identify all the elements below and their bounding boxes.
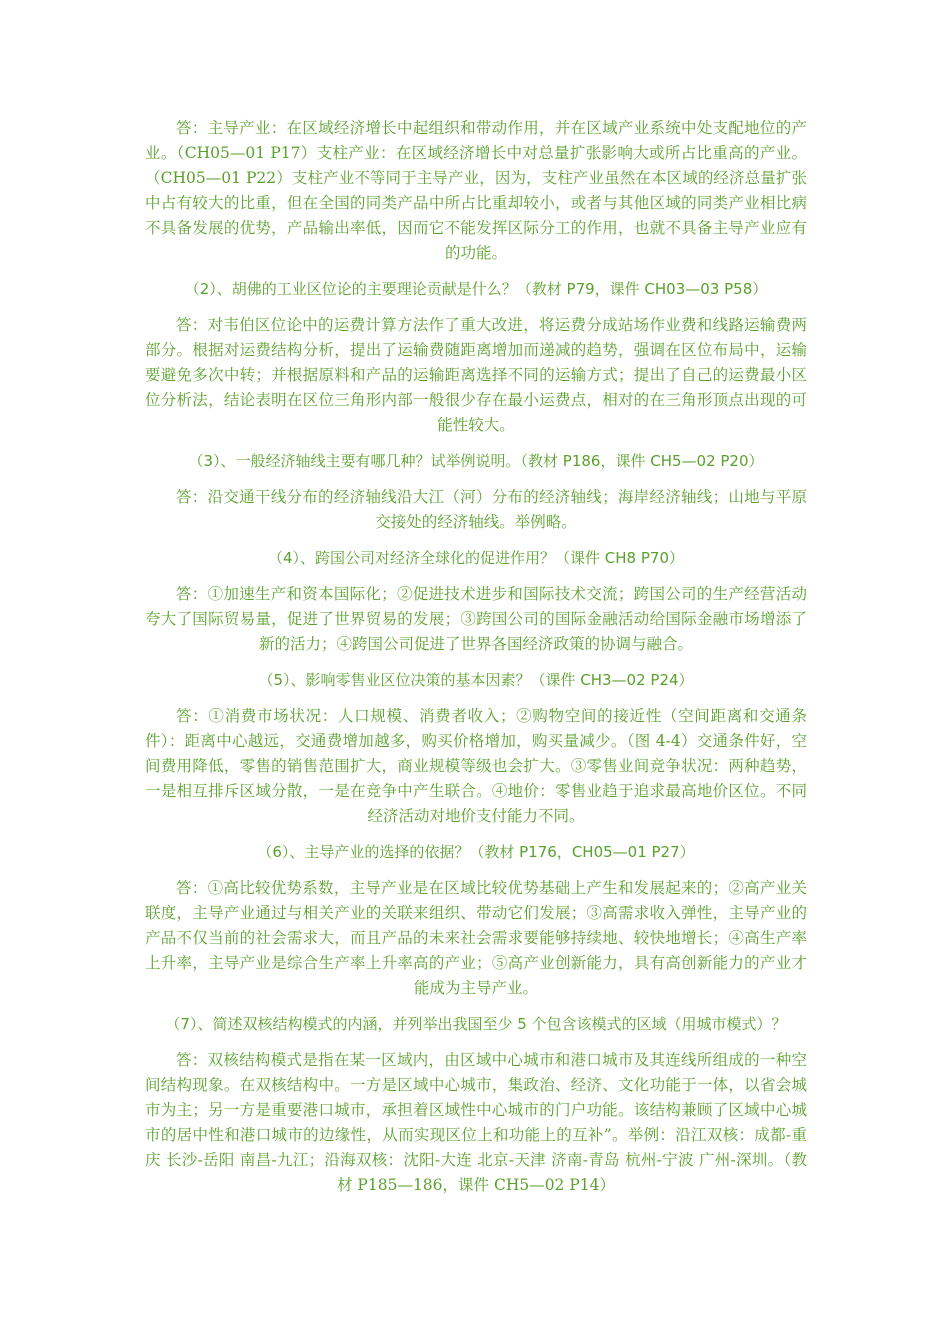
question-6-heading: （6）、主导产业的选择的依据？（教材 P176，CH05—01 P27）: [257, 843, 695, 861]
answer-5-paragraph: 答：①消费市场状况：人口规模、消费者收入；②购物空间的接近性（空间距离和交通条件）：距离中心越远，交通费增加越多，购买价格增加，购买量减少。（图 4-4）交通条件好，空间费用降低，零售的销售范围扩大，商业规模等级也会扩大。③零售业间竞争状况：两种趋势，一是相互排斥区域分散，一是在竞争中产生联合。④地价：零售业趋于追求最高地价区位。不同经济活动对地价支付能力不同。: [145, 707, 807, 825]
answer-2-paragraph: 答：对韦伯区位论中的运费计算方法作了重大改进，将运费分成站场作业费和线路运输费两部分。根据对运费结构分析，提出了运输费随距离增加而递减的趋势，强调在区位布局中，运输要避免多次中转；并根据原料和产品的运输距离选择不同的运输方式；提出了自己的运费最小区位分析法，结论表明在区位三角形内部一般很少存在最小运费点，相对的在三角形顶点出现的可能性较大。: [145, 316, 807, 434]
question-4-heading: （4）、跨国公司对经济全球化的促进作用？（课件 CH8 P70）: [267, 549, 684, 567]
question-7-heading: （7）、简述双核结构模式的内涵，并列举出我国至少 5 个包含该模式的区域（用城市模式）？: [165, 1015, 787, 1033]
question-5-heading: （5）、影响零售业区位决策的基本因素？（课件 CH3—02 P24）: [258, 671, 694, 689]
answer-1-paragraph: 答：主导产业：在区域经济增长中起组织和带动作用，并在区域产业系统中处支配地位的产业。（CH05—01 P17）支柱产业：在区域经济增长中对总量扩张影响大或所占比重高的产业。（CH05—01 P22）支柱产业不等同于主导产业，因为，支柱产业虽然在本区域的经济总量扩张中占有较大的比重，但在全国的同类产品中所占比重却较小，或者与其他区域的同类产业相比病不具备发展的优势，产品输出率低，因而它不能发挥区际分工的作用，也就不具备主导产业应有的功能。: [145, 119, 807, 262]
answer-3-paragraph: 答：沿交通干线分布的经济轴线沿大江（河）分布的经济轴线；海岸经济轴线；山地与平原交接处的经济轴线。举例略。: [176, 488, 807, 531]
answer-6-paragraph: 答：①高比较优势系数，主导产业是在区域比较优势基础上产生和发展起来的；②高产业关联度，主导产业通过与相关产业的关联来组织、带动它们发展；③高需求收入弹性，主导产业的产品不仅当前的社会需求大，而且产品的未来社会需求要能够持续地、较快地增长；④高生产率上升率，主导产业是综合生产率上升率高的产业；⑤高产业创新能力，具有高创新能力的产业才能成为主导产业。: [145, 879, 807, 997]
answer-4-paragraph: 答：①加速生产和资本国际化；②促进技术进步和国际技术交流；跨国公司的生产经营活动夸大了国际贸易量，促进了世界贸易的发展；③跨国公司的国际金融活动给国际金融市场增添了新的活力；④跨国公司促进了世界各国经济政策的协调与融合。: [145, 585, 807, 653]
question-2-heading: （2）、胡佛的工业区位论的主要理论贡献是什么？（教材 P79，课件 CH03—03 P58）: [184, 280, 768, 298]
document-page: [145, 116, 807, 1209]
question-3-heading: （3）、一般经济轴线主要有哪几种？试举例说明。（教材 P186，课件 CH5—02 P20）: [188, 452, 764, 470]
answer-7-paragraph: 答：双核结构模式是指在某一区域内，由区域中心城市和港口城市及其连线所组成的一种空间结构现象。在双核结构中。一方是区域中心城市，集政治、经济、文化功能于一体，以省会城市为主；另一方是重要港口城市，承担着区域性中心城市的门户功能。该结构兼顾了区域中心城市的居中性和港口城市的边缘性，从而实现区位上和功能上的互补”。举例：沿江双核：成都-重庆 长沙-岳阳 南昌-九江；沿海双核：沈阳-大连 北京-天津 济南-青岛 杭州-宁波 广州-深圳。（教材 P185—186，课件 CH5—02 P14）: [145, 1051, 807, 1194]
